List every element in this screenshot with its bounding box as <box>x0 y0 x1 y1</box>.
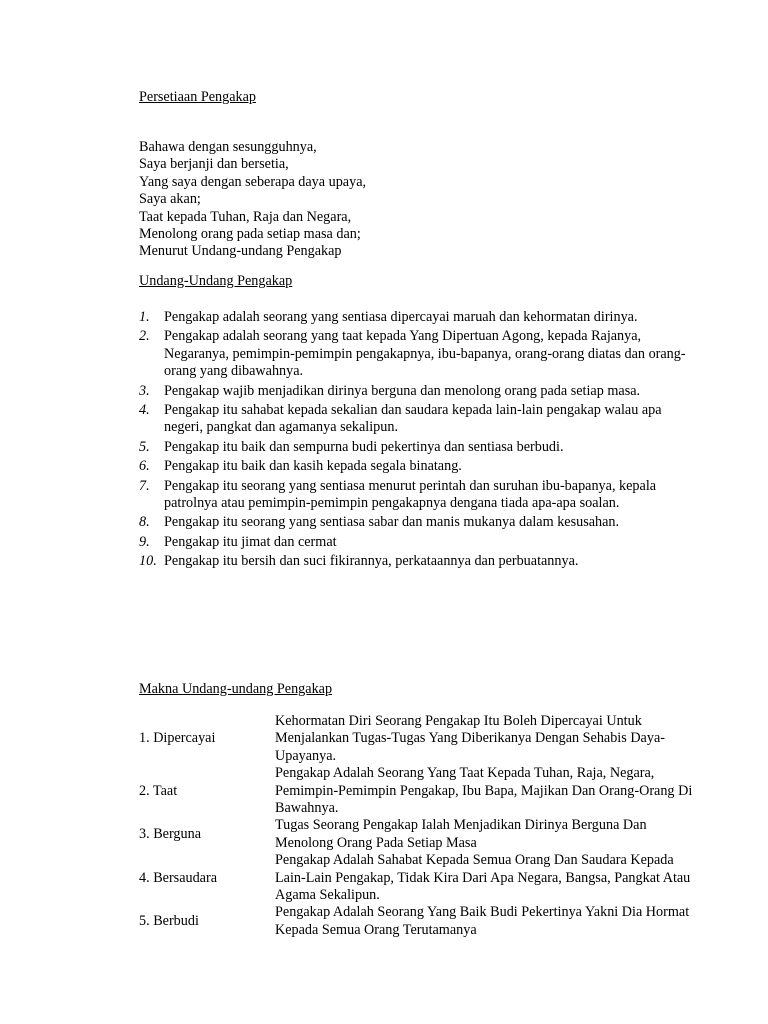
makna-description: Kehormatan Diri Seorang Pengakap Itu Boleh Dipercayai Untuk Menjalankan Tugas-Tugas Yang Diberikanya Dengan Sehabis Daya- Upayanya. <box>275 713 665 764</box>
law-text: Pengakap adalah seorang yang sentiasa dipercayai maruah dan kehormatan dirinya. <box>164 309 638 325</box>
makna-label: 5. Berbudi <box>139 913 199 930</box>
law-text: Pengakap itu bersih dan suci fikirannya, perkataannya dan perbuatannya. <box>164 553 579 570</box>
makna-description: Pengakap Adalah Seorang Yang Taat Kepada Tuhan, Raja, Negara, Pemimpin-Pemimpin Pengakap, Ibu Bapa, Majikan Dan Orang-Orang Di Bawahnya. <box>275 765 693 817</box>
law-list <box>139 309 699 573</box>
law-text: Pengakap wajib menjadikan dirinya berguna dan menolong orang pada setiap masa. <box>164 382 641 399</box>
makna-description: Pengakap Adalah Seorang Yang Baik Budi Pekertinya Yakni Dia Hormat Kepada Semua Orang Terutamanya <box>275 904 690 938</box>
law-item <box>139 309 699 326</box>
law-number: 1. <box>139 309 150 325</box>
law-text: Pengakap itu jimat dan cermat <box>164 533 337 550</box>
makna-label: 3. Berguna <box>139 826 201 843</box>
promise-line: Menolong orang pada setiap masa dan; <box>139 226 361 243</box>
makna-title: Makna Undang-undang Pengakap <box>139 681 333 697</box>
makna-description: Pengakap Adalah Sahabat Kepada Semua Orang Dan Saudara Kepada Lain-Lain Pengakap, Tidak Kira Dari Apa Negara, Bangsa, Pangkat Atau Agama Sekalipun. <box>275 852 691 904</box>
makna-row <box>139 765 699 817</box>
persetiaan-title: Persetiaan Pengakap <box>139 89 257 105</box>
law-item <box>139 402 699 437</box>
law-number: 6. <box>139 458 150 475</box>
makna-row <box>139 817 699 852</box>
makna-table <box>139 713 699 939</box>
law-number: 8. <box>139 514 150 531</box>
makna-label: 1. Dipercayai <box>139 730 216 747</box>
law-text: Pengakap itu baik dan sempurna budi pekertinya dan sentiasa berbudi. <box>164 438 564 455</box>
law-item <box>139 328 699 380</box>
promise-text <box>139 139 366 261</box>
promise-line: Menurut Undang-undang Pengakap <box>139 243 342 260</box>
law-number: 7. <box>139 477 150 494</box>
promise-line: Saya akan; <box>139 191 201 208</box>
makna-row <box>139 852 699 904</box>
law-number: 3. <box>139 382 150 399</box>
law-number: 10. <box>139 553 157 570</box>
law-item <box>139 439 699 456</box>
law-item <box>139 534 699 551</box>
promise-line: Yang saya dengan seberapa daya upaya, <box>139 173 367 190</box>
law-item <box>139 553 699 570</box>
law-number: 4. <box>139 402 150 419</box>
law-item <box>139 478 699 513</box>
law-text: Pengakap itu seorang yang sentiasa menurut perintah dan suruhan ibu-bapanya, kepala patrolnya atau pemimpin-pemimpin pengakapnya dengana tiada apa-apa soalan. <box>164 477 657 512</box>
makna-description: Tugas Seorang Pengakap Ialah Menjadikan Dirinya Berguna Dan Menolong Orang Pada Setiap Masa <box>275 817 647 851</box>
law-number: 5. <box>139 438 150 455</box>
law-item <box>139 514 699 531</box>
promise-line: Taat kepada Tuhan, Raja dan Negara, <box>139 208 352 225</box>
law-text: Pengakap itu seorang yang sentiasa sabar dan manis mukanya dalam kesusahan. <box>164 514 620 531</box>
law-number: 9. <box>139 533 150 550</box>
law-text: Pengakap adalah seorang yang taat kepada Yang Dipertuan Agong, kepada Rajanya, Negaranya, pemimpin-pemimpin pengakapnya, ibu-bapanya, orang-orang diatas dan orang-orang yang dibawahnya. <box>164 328 686 380</box>
law-item <box>139 458 699 475</box>
makna-row <box>139 713 699 765</box>
makna-label: 4. Bersaudara <box>139 869 217 886</box>
undang-title: Undang-Undang Pengakap <box>139 273 293 289</box>
makna-row <box>139 904 699 939</box>
law-item <box>139 383 699 400</box>
promise-line: Saya berjanji dan bersetia, <box>139 156 289 173</box>
law-number: 2. <box>139 328 150 345</box>
promise-line: Bahawa dengan sesungguhnya, <box>139 139 317 155</box>
law-text: Pengakap itu sahabat kepada sekalian dan saudara kepada lain-lain pengakap walau apa negeri, pangkat dan agamanya sekalipun. <box>164 402 662 436</box>
makna-label: 2. Taat <box>139 782 178 799</box>
law-text: Pengakap itu baik dan kasih kepada segala binatang. <box>164 458 462 475</box>
